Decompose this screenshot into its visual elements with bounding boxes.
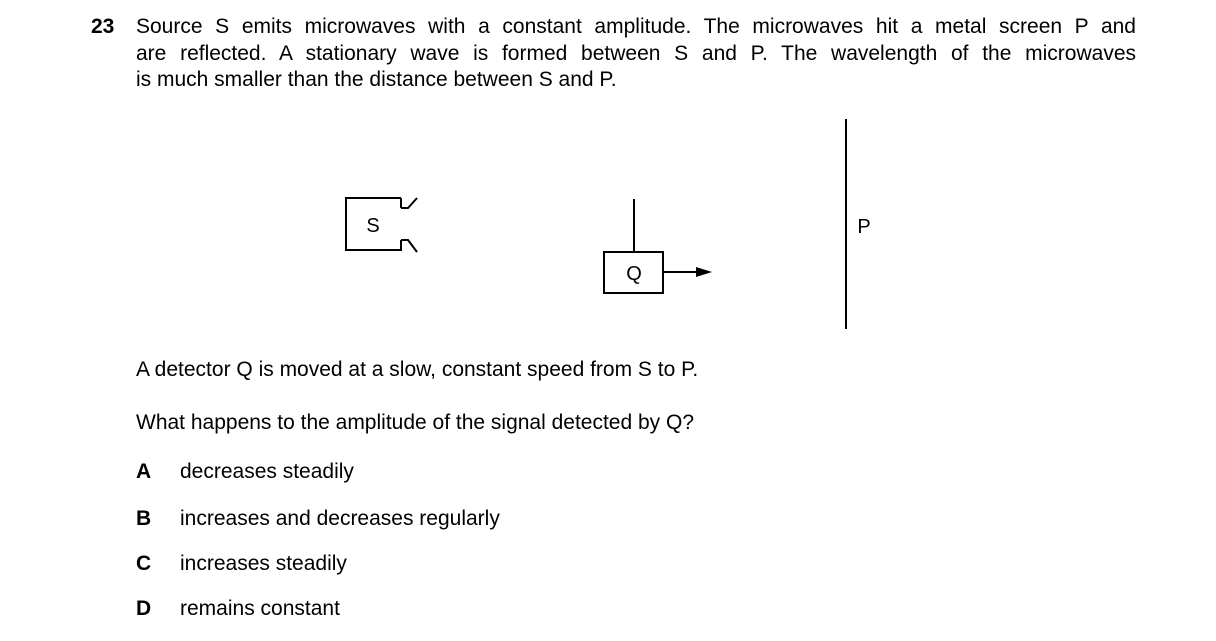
option-a-letter: A [136,460,152,483]
question-number: 23 [91,15,115,38]
detector-q [604,199,698,293]
question-prompt: What happens to the amplitude of the signal detected by Q? [136,411,695,434]
stem-line-2: are reflected. A stationary wave is formed between S and P. The wavelength of the microwaves [136,41,1136,65]
option-d-letter: D [136,597,152,620]
source-horn-upper [401,198,417,208]
detector-sentence: A detector Q is moved at a slow, constant speed from S to P. [136,358,699,381]
option-d-text: remains constant [180,597,340,620]
screen-label: P [857,216,871,238]
stem-line-1: Source S emits microwaves with a constant amplitude. The microwaves hit a metal screen P and [136,15,1136,38]
option-b-text: increases and decreases regularly [180,507,500,530]
option-a-text: decreases steadily [180,460,354,483]
detector-box [604,252,663,293]
source-horn-lower [401,240,417,252]
source-label: S [366,215,380,237]
option-c-text: increases steadily [180,552,347,575]
stem-line-3: is much smaller than the distance between S and P. [136,68,617,91]
source-s [346,198,417,252]
detector-label: Q [626,263,642,285]
question-stem [136,14,1136,94]
source-box [346,198,401,250]
option-c-letter: C [136,552,152,575]
option-b-letter: B [136,507,152,530]
motion-arrow-head [696,267,712,277]
